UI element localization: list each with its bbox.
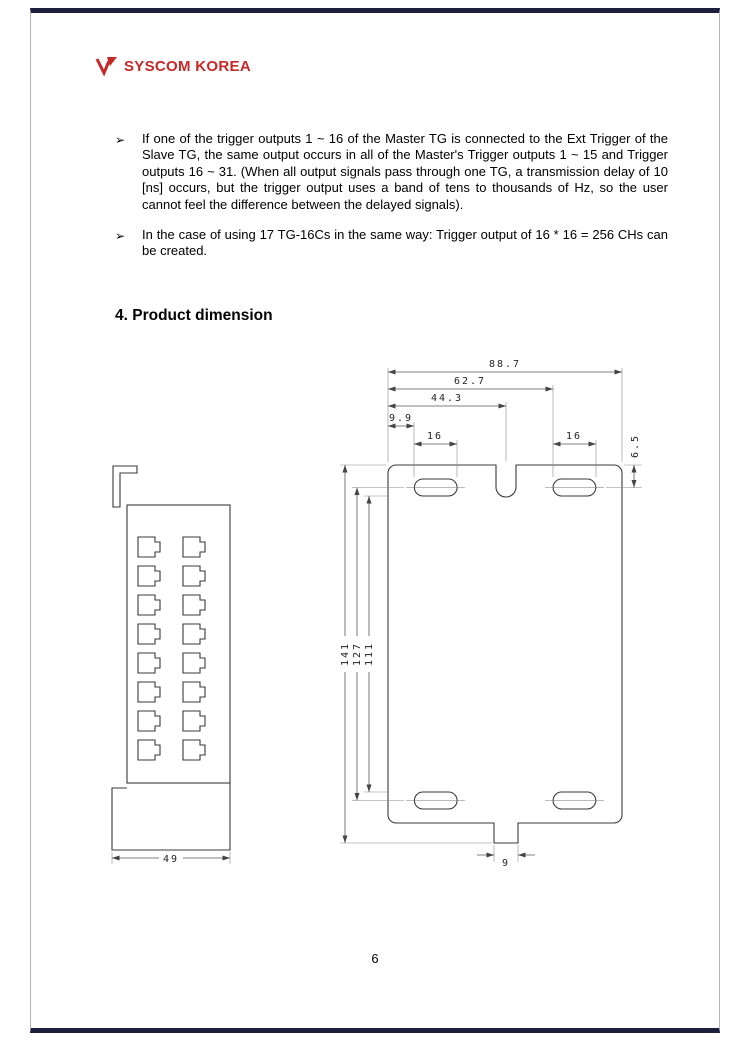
logo-text: SYSCOM KOREA — [124, 57, 251, 75]
side-view-top-flange — [113, 466, 137, 507]
dim-label-top-offset: 6.5 — [630, 433, 641, 458]
dim-label-height-overall: 141 — [340, 641, 351, 667]
dim-label-depth: 49 — [162, 854, 180, 865]
dim-label-height-inner: 111 — [364, 641, 375, 667]
dim-label-slot-right: 16 — [565, 431, 583, 442]
bullet-item-1 — [115, 131, 668, 213]
section-heading: 4. Product dimension — [115, 307, 273, 324]
bullet-arrow-icon: ➢ — [115, 133, 126, 147]
mounting-slots — [406, 479, 604, 809]
dim-label-width-to-notch: 44.3 — [430, 393, 464, 404]
front-view — [333, 359, 642, 869]
bullet-text: In the case of using 17 TG-16Cs in the same way: Trigger output of 16 * 16 = 256 CHs can be created. — [142, 227, 668, 259]
front-view-outline — [388, 465, 622, 843]
side-view — [112, 466, 230, 865]
dim-label-slot-left: 16 — [426, 431, 444, 442]
extension-lines — [340, 368, 642, 862]
product-dimension-drawing — [85, 350, 665, 895]
bullet-arrow-icon: ➢ — [115, 229, 126, 243]
side-view-bottom-flange — [112, 783, 230, 850]
bullet-item-2 — [115, 227, 668, 260]
side-view-dimension — [112, 851, 230, 865]
dim-label-width-to-right-slot: 62.7 — [453, 376, 487, 387]
dim-label-edge-to-slot: 9.9 — [388, 413, 414, 424]
dim-label-bottom-tab: 9 — [501, 858, 511, 869]
dim-label-height-mid: 127 — [352, 641, 363, 667]
dim-label-width-overall: 88.7 — [488, 359, 522, 370]
logo-check-icon — [94, 55, 118, 77]
bullet-text: If one of the trigger outputs 1 ~ 16 of the Master TG is connected to the Ext Trigger of the Slave TG, the same output occurs in all of the Master's Trigger outputs 1 ~ 15 and Trigger outputs 16 ~ 31. (When all output signals pass through one TG, a transmission delay of 10 [ns] occurs, but the trigger output uses a band of tens to thousands of Hz, so the user cannot feel the difference between the delayed signals). — [142, 131, 668, 212]
page-number: 6 — [371, 951, 379, 966]
connector-blocks — [138, 537, 205, 760]
company-logo — [94, 55, 251, 77]
dimension-labels — [340, 359, 641, 869]
